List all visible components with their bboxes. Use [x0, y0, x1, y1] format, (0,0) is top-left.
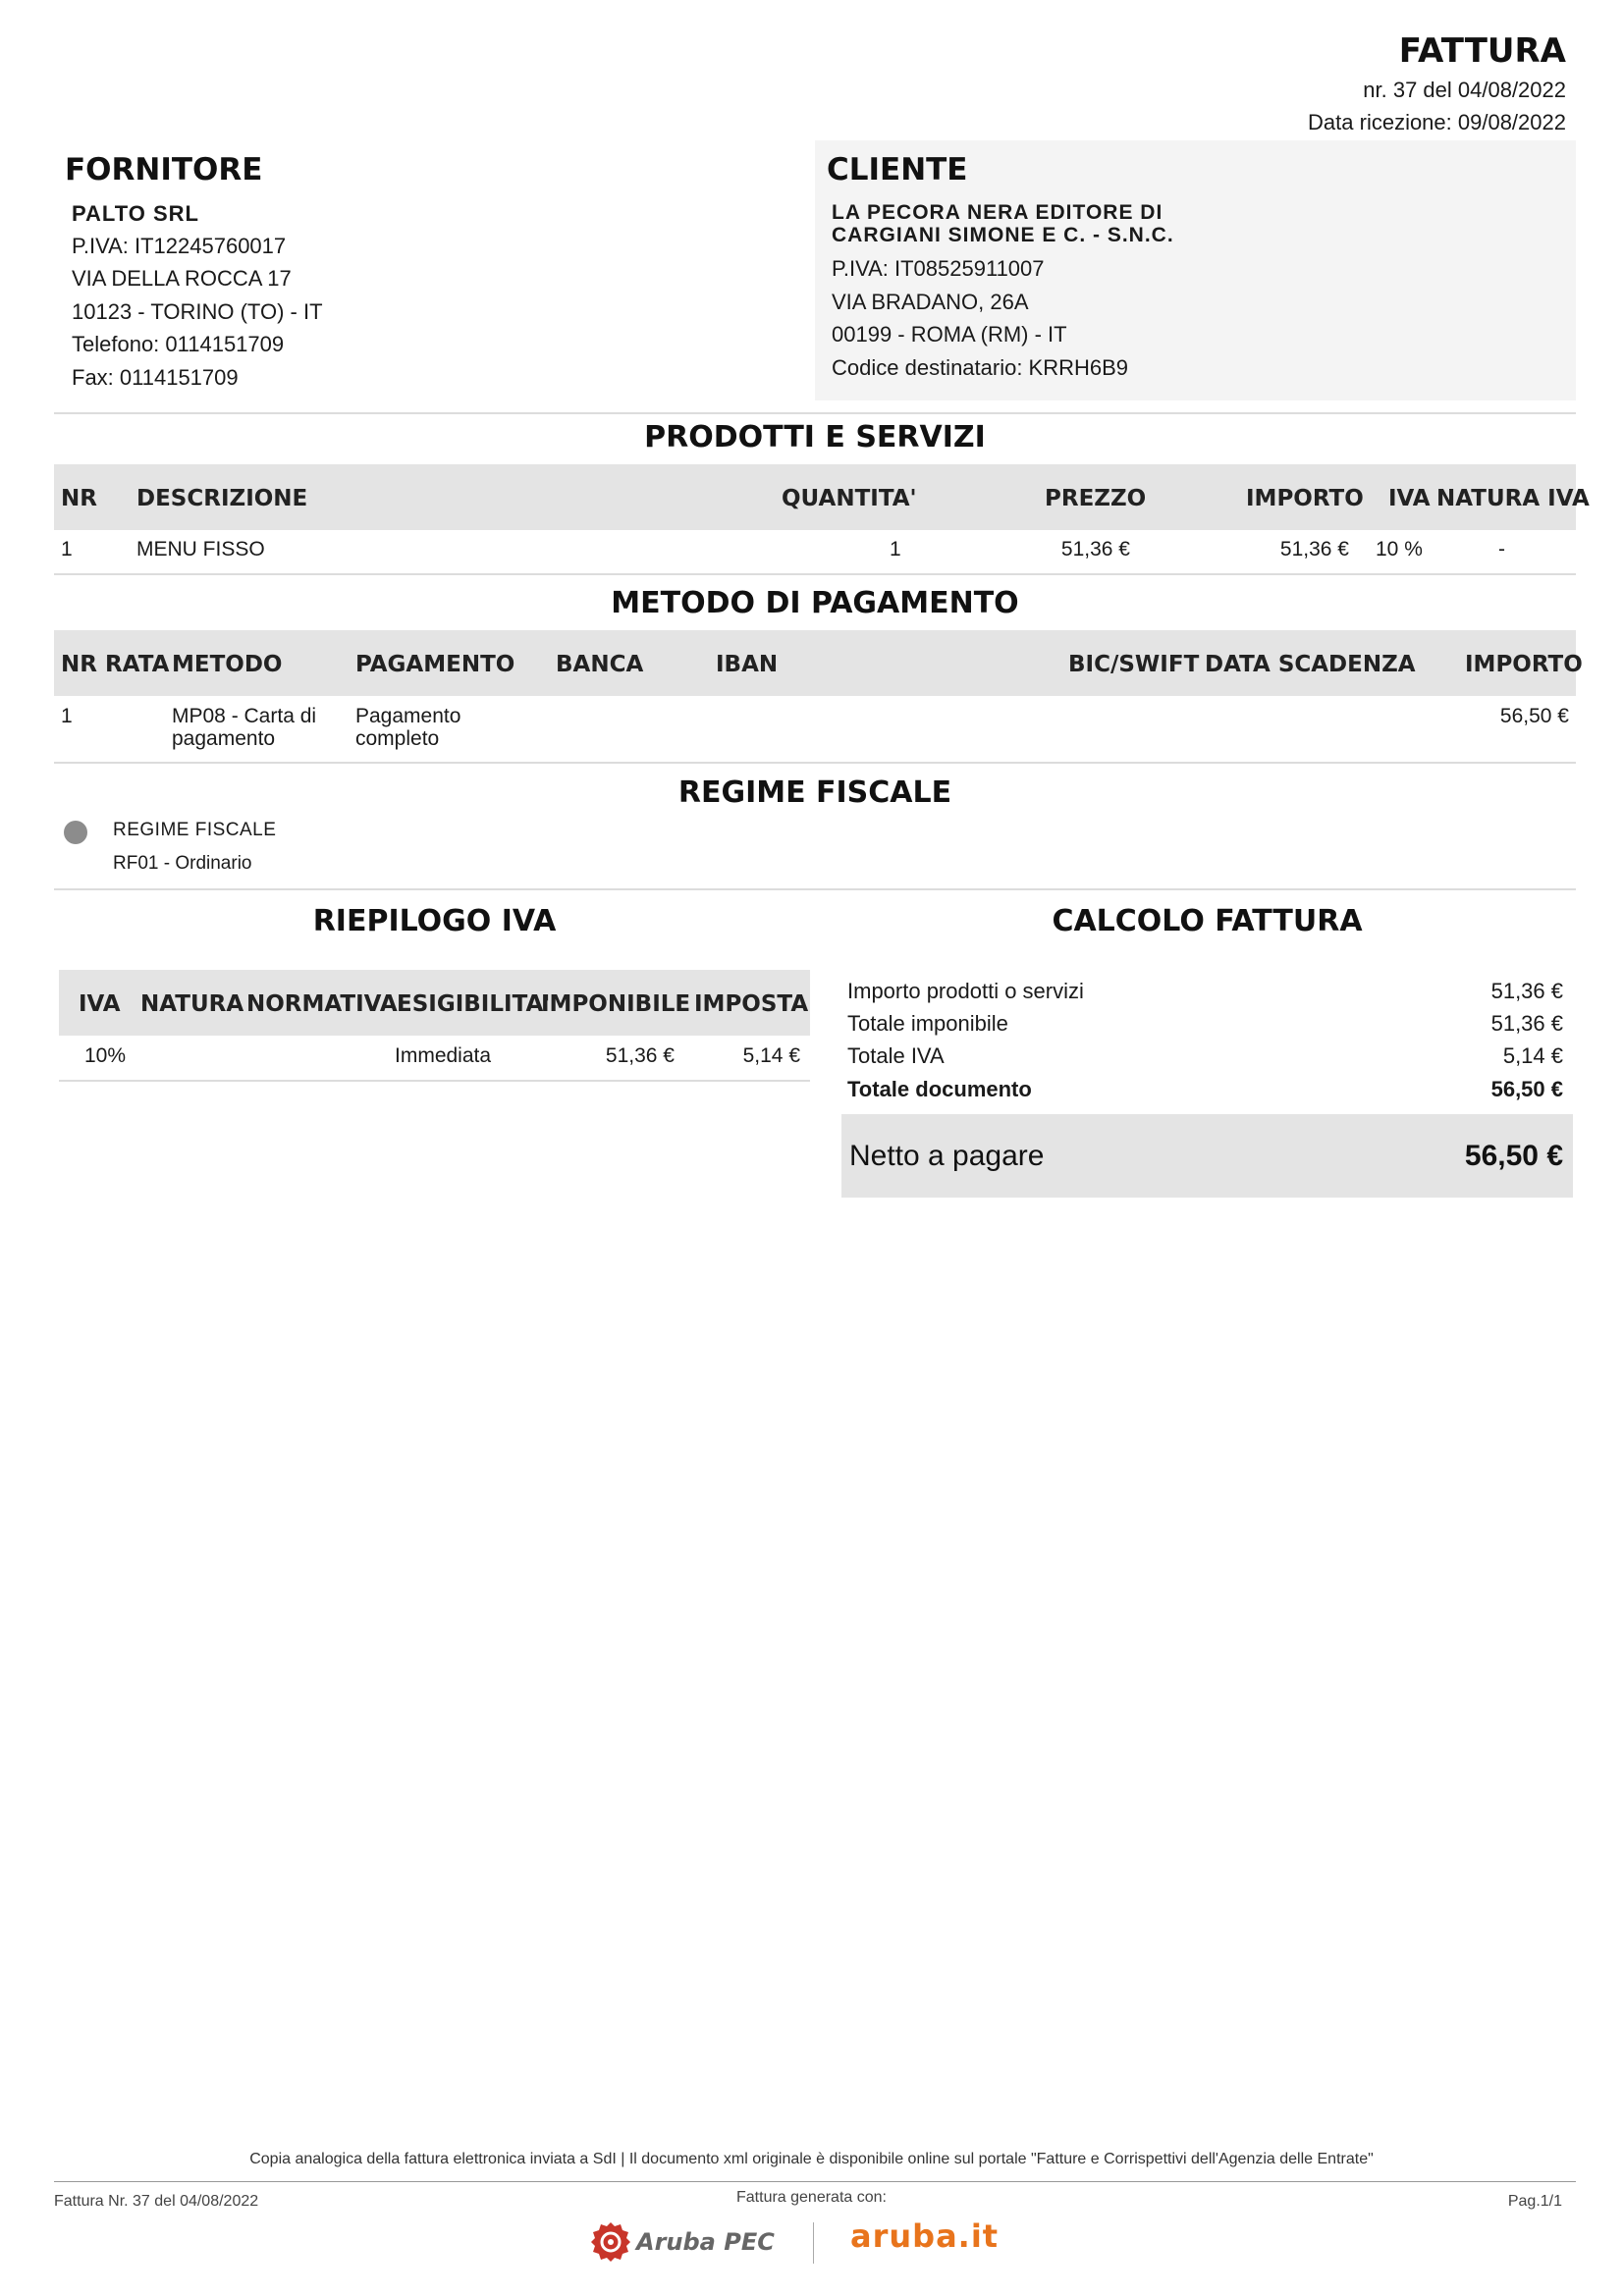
- regime-value: RF01 - Ordinario: [113, 853, 252, 874]
- col-vat-esigibilita: ESIGIBILITA': [397, 991, 551, 1017]
- col-vat-imposta: IMPOSTA: [694, 991, 809, 1017]
- col-bic: BIC/SWIFT: [1068, 652, 1200, 677]
- divider: [54, 573, 1576, 575]
- client-address: VIA BRADANO, 26A: [832, 290, 1029, 314]
- col-scadenza: DATA SCADENZA: [1205, 652, 1416, 677]
- row-prezzo: 51,36 €: [1060, 538, 1130, 561]
- footer-invoice-ref: Fattura Nr. 37 del 04/08/2022: [54, 2193, 259, 2210]
- divider: [54, 762, 1576, 764]
- calc-total-label: Totale documento: [847, 1077, 1032, 1101]
- vat-row-imposta: 5,14 €: [742, 1044, 800, 1067]
- rata-metodo-l1: MP08 - Carta di: [172, 705, 317, 727]
- regime-title: REGIME FISCALE: [677, 775, 952, 810]
- net-to-pay-value: 56,50 €: [1464, 1140, 1563, 1172]
- client-name-line2: CARGIANI SIMONE E C. - S.N.C.: [832, 224, 1174, 246]
- divider: [54, 2181, 1576, 2182]
- client-dest-code: Codice destinatario: KRRH6B9: [832, 355, 1129, 380]
- receipt-date: Data ricezione: 09/08/2022: [1308, 110, 1566, 134]
- aruba-pec-logo: [589, 2220, 785, 2264]
- rata-importo: 56,50 €: [1499, 705, 1569, 727]
- col-quantita: QUANTITA': [782, 486, 917, 511]
- divider: [54, 888, 1576, 890]
- vat-summary-title: RIEPILOGO IVA: [312, 904, 557, 938]
- divider: [59, 1080, 810, 1082]
- col-nr: NR: [61, 486, 97, 511]
- col-vat-iva: IVA: [79, 991, 121, 1017]
- client-city: 00199 - ROMA (RM) - IT: [832, 322, 1067, 347]
- col-nr-rata: NR RATA: [61, 652, 170, 677]
- supplier-city: 10123 - TORINO (TO) - IT: [72, 299, 323, 324]
- supplier-heading: FORNITORE: [65, 152, 263, 187]
- products-title: PRODOTTI E SERVIZI: [644, 420, 986, 454]
- invoice-number: nr. 37 del 04/08/2022: [1363, 78, 1566, 102]
- col-banca: BANCA: [556, 652, 644, 677]
- row-natura-iva: -: [1498, 538, 1505, 561]
- vat-row-esigibilita: Immediata: [395, 1044, 492, 1067]
- rata-pagamento-l2: completo: [355, 727, 440, 750]
- calc-label: Totale IVA: [847, 1043, 945, 1068]
- calc-label: Totale imponibile: [847, 1011, 1008, 1036]
- col-prezzo: PREZZO: [1045, 486, 1147, 511]
- document-title: FATTURA: [1398, 31, 1566, 71]
- calc-value: 51,36 €: [1490, 979, 1563, 1003]
- supplier-name: PALTO SRL: [72, 201, 199, 226]
- footer-note: Copia analogica della fattura elettronica inviata a SdI | Il documento xml originale è disponibile online sul portale "Fatture e Corrispettivi dell'Agenzia delle Entrate": [249, 2151, 1374, 2167]
- calc-total-value: 56,50 €: [1490, 1077, 1563, 1101]
- col-iban: IBAN: [716, 652, 779, 677]
- footer-page: Pag.1/1: [1507, 2193, 1562, 2210]
- calc-label: Importo prodotti o servizi: [847, 979, 1084, 1003]
- supplier-address: VIA DELLA ROCCA 17: [72, 266, 292, 291]
- rata-pagamento-l1: Pagamento: [355, 705, 461, 727]
- supplier-piva: P.IVA: IT12245760017: [72, 234, 287, 258]
- calc-value: 5,14 €: [1502, 1043, 1563, 1068]
- row-quantita: 1: [890, 538, 901, 561]
- payment-title: METODO DI PAGAMENTO: [611, 586, 1019, 620]
- col-metodo: METODO: [172, 652, 283, 677]
- aruba-pec-icon: [589, 2220, 632, 2264]
- client-piva: P.IVA: IT08525911007: [832, 256, 1045, 281]
- footer-generated-by: Fattura generata con:: [736, 2189, 887, 2206]
- vat-row-iva: 10%: [84, 1044, 127, 1067]
- client-heading: CLIENTE: [827, 152, 968, 187]
- calc-title: CALCOLO FATTURA: [1052, 904, 1363, 938]
- row-descrizione: MENU FISSO: [136, 538, 265, 561]
- aruba-pec-wordmark: Aruba PEC: [636, 2228, 775, 2256]
- col-pagamento: PAGAMENTO: [355, 652, 515, 677]
- rata-metodo-l2: pagamento: [172, 727, 276, 750]
- col-importo-pagamento: IMPORTO: [1465, 652, 1583, 677]
- supplier-phone: Telefono: 0114151709: [72, 332, 285, 356]
- row-importo: 51,36 €: [1279, 538, 1349, 561]
- col-natura-iva: NATURA IVA: [1436, 486, 1590, 511]
- col-descrizione: DESCRIZIONE: [136, 486, 308, 511]
- col-vat-natura: NATURA: [140, 991, 244, 1017]
- col-vat-imponibile: IMPONIBILE: [541, 991, 691, 1017]
- calc-value: 51,36 €: [1490, 1011, 1563, 1036]
- col-importo: IMPORTO: [1246, 486, 1364, 511]
- row-iva: 10 %: [1376, 538, 1423, 561]
- divider: [54, 412, 1576, 414]
- regime-label: REGIME FISCALE: [113, 820, 277, 840]
- aruba-it-logo: aruba.it: [850, 2217, 1000, 2255]
- vat-row-imponibile: 51,36 €: [605, 1044, 675, 1067]
- supplier-fax: Fax: 0114151709: [72, 365, 239, 390]
- rata-nr: 1: [61, 705, 73, 727]
- col-vat-normativa: NORMATIVA: [246, 991, 398, 1017]
- col-iva: IVA: [1388, 486, 1431, 511]
- logo-separator: [813, 2222, 814, 2264]
- client-name-line1: LA PECORA NERA EDITORE DI: [832, 201, 1163, 224]
- row-nr: 1: [61, 538, 73, 561]
- net-to-pay-label: Netto a pagare: [849, 1140, 1045, 1172]
- bullet-icon: [64, 821, 87, 844]
